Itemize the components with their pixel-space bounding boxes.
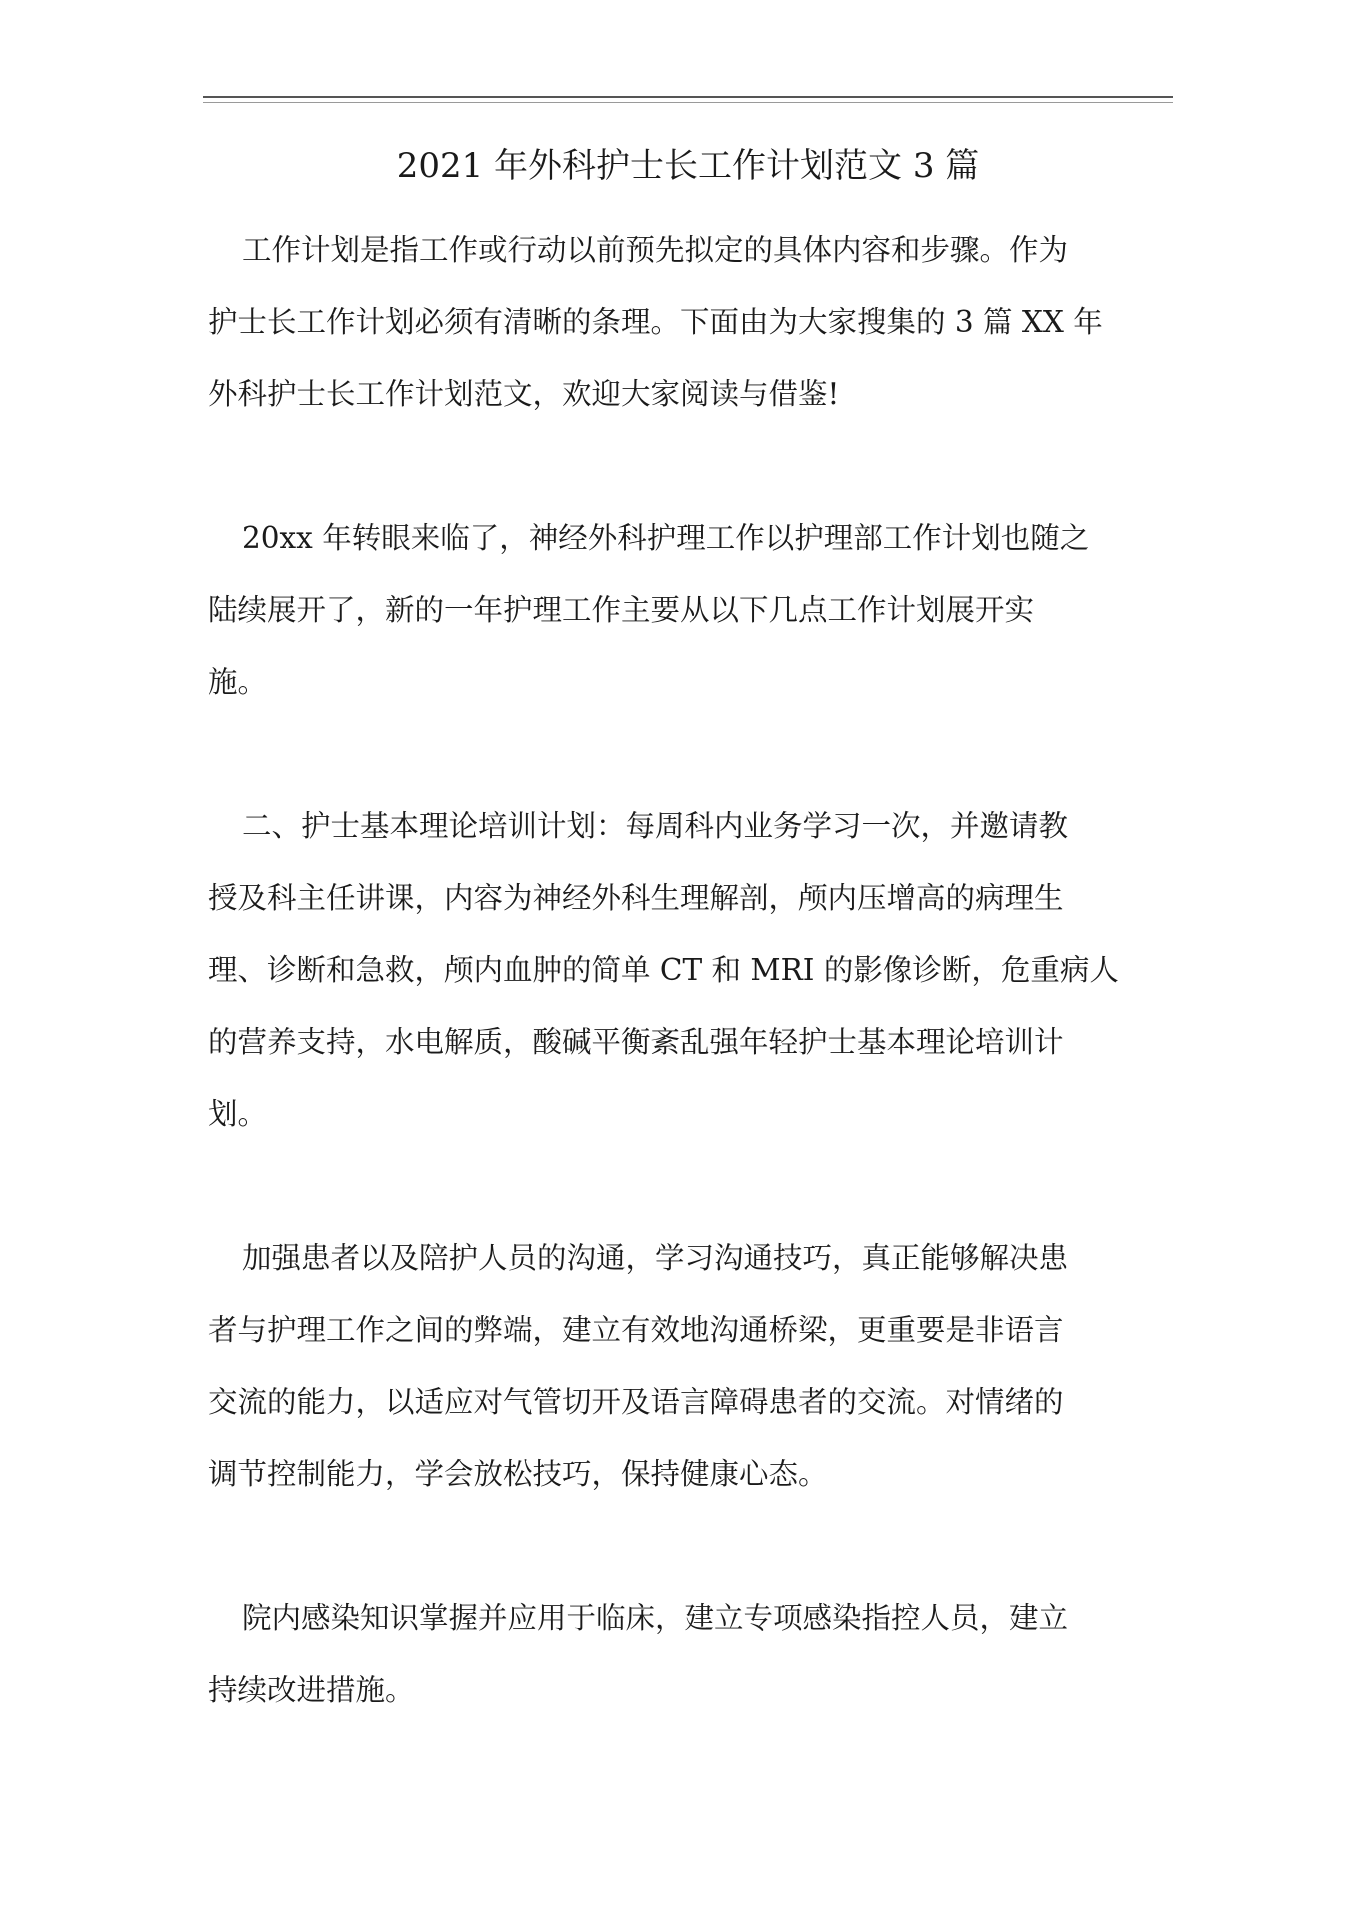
paragraph-infection-control [208,1582,1198,1726]
paragraph-line: 授及科主任讲课，内容为神经外科生理解剖，颅内压增高的病理生 [208,881,1064,915]
paragraph-gap [208,718,1198,790]
paragraph-line: 施。 [208,665,268,699]
paragraph-line: 划。 [208,1097,268,1131]
paragraph-gap [208,430,1198,502]
paragraph-line: 工作计划是指工作或行动以前预先拟定的具体内容和步骤。作为 [242,233,1069,267]
page-title: 2021 年外科护士长工作计划范文 3 篇 [396,146,980,186]
paragraph-line: 持续改进措施。 [208,1673,415,1707]
paragraph-gap [208,1150,1198,1222]
paragraph-line: 二、护士基本理论培训计划：每周科内业务学习一次，并邀请教 [242,809,1069,843]
paragraph-communication [208,1222,1198,1510]
paragraph-line: 理、诊断和急救，颅内血肿的简单 CT 和 MRI 的影像诊断，危重病人 [208,953,1119,987]
paragraph-line: 20xx 年转眼来临了，神经外科护理工作以护理部工作计划也随之 [242,521,1090,555]
paragraph-line: 外科护士长工作计划范文，欢迎大家阅读与借鉴! [208,377,840,411]
paragraph-opening [208,502,1198,718]
paragraph-intro [208,214,1198,430]
paragraph-line: 交流的能力，以适应对气管切开及语言障碍患者的交流。对情绪的 [208,1385,1064,1419]
paragraph-training-plan [208,790,1198,1150]
paragraph-line: 加强患者以及陪护人员的沟通，学习沟通技巧，真正能够解决患 [242,1241,1069,1275]
paragraph-line: 护士长工作计划必须有清晰的条理。下面由为大家搜集的 3 篇 XX 年 [208,305,1103,339]
paragraph-line: 者与护理工作之间的弊端，建立有效地沟通桥梁，更重要是非语言 [208,1313,1064,1347]
paragraph-line: 调节控制能力，学会放松技巧，保持健康心态。 [208,1457,828,1491]
paragraph-line: 陆续展开了，新的一年护理工作主要从以下几点工作计划展开实 [208,593,1035,627]
header-rule [203,96,1173,103]
document-body [208,214,1198,1726]
paragraph-gap [208,1510,1198,1582]
paragraph-line: 院内感染知识掌握并应用于临床，建立专项感染指控人员，建立 [242,1601,1069,1635]
paragraph-line: 的营养支持，水电解质，酸碱平衡紊乱强年轻护士基本理论培训计 [208,1025,1064,1059]
